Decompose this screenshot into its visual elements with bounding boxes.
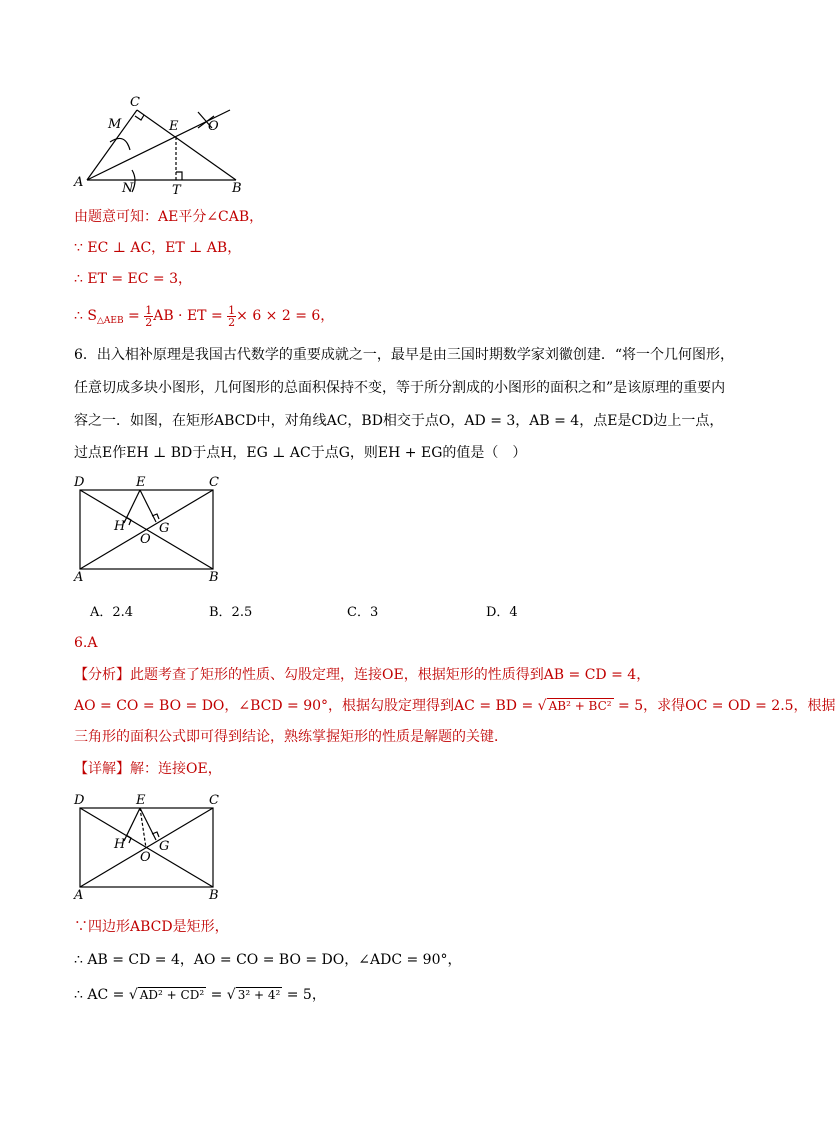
solution-line-2: ∵ EC ⊥ AC，ET ⊥ AB， [74, 240, 242, 256]
analysis-line-2: AO = CO = BO = DO，∠BCD = 90°，根据勾股定理得到AC = BD = √ AB² + BC² = 5，求得OC = OD = 2.5，根据 [74, 698, 836, 714]
analysis-sqrt: AB² + BC² [548, 699, 612, 713]
analysis-line-1 [74, 665, 650, 685]
proof-sqrt-2: 3² + 4² [237, 988, 281, 1002]
proof-line-1: ∵四边形ABCD是矩形， [74, 919, 229, 935]
option-d[interactable]: D．4 [486, 605, 518, 620]
sol-label-G: G [159, 839, 170, 854]
proof-sqrt-1: AD² + CD² [139, 988, 205, 1002]
fraction-half-1: $\frac{1}{2}$ [145, 303, 153, 329]
analysis-text-2a: AO = CO = BO = DO，∠BCD = 90°，根据勾股定理得到AC = BD = [74, 698, 538, 714]
option-a[interactable]: A．2.4 [90, 605, 134, 620]
question-line-2: 任意切成多块小图形，几何图形的总面积保持不变，等于所分割成的小图形的面积之和”是该原理的重要内 [74, 380, 726, 396]
solution-line-1: 由题意可知：AE平分∠CAB， [74, 209, 264, 225]
label-M: M [108, 117, 122, 132]
question-line-3: 容之一．如图，在矩形ABCD中，对角线AC，BD相交于点O，AD = 3，AB = 4，点E是CD边上一点， [74, 413, 724, 429]
question-line-1: 6．出入相补原理是我国古代数学的重要成就之一，最早是由三国时期数学家刘徽创建．“将一个几何图形， [74, 347, 735, 363]
rectangle-figure-solution [68, 790, 228, 905]
sol-label-A: A [74, 888, 84, 903]
rect-label-G: G [159, 521, 170, 536]
analysis-line-3: 三角形的面积公式即可得到结论，熟练掌握矩形的性质是解题的关键． [74, 729, 508, 745]
detail-line [74, 759, 222, 779]
sol-label-E: E [136, 793, 146, 808]
answer-label: 6.A [74, 635, 98, 651]
proof-line-2: ∴ AB = CD = 4，AO = CO = BO = DO，∠ADC = 90°， [74, 952, 462, 968]
solution-line-4 [74, 300, 334, 337]
rect-label-B: B [209, 570, 219, 585]
equals-sign: = [123, 308, 145, 324]
rect-label-A: A [74, 570, 84, 585]
area-expr-2: × 6 × 2 = 6， [236, 308, 335, 324]
sol-label-D: D [74, 793, 85, 808]
question-line-4: 过点E作EH ⊥ BD于点H，EG ⊥ AC于点G，则EH + EG的值是（ ） [74, 445, 527, 461]
detail-tag: 【详解】 [74, 761, 130, 777]
proof-line-3: ∴ AC = √ AD² + CD² = √ 3² + 4² = 5， [74, 987, 326, 1003]
rect-label-D: D [74, 475, 85, 490]
area-subscript: △AEB [96, 316, 124, 326]
rect-label-E: E [136, 475, 146, 490]
label-O: O [208, 119, 219, 134]
label-E: E [169, 119, 179, 134]
label-N: N [122, 181, 134, 196]
analysis-text-2b: = 5，求得OC = OD = 2.5，根据 [613, 698, 836, 714]
label-T: T [172, 183, 181, 198]
fraction-half-2: $\frac{1}{2}$ [228, 303, 236, 329]
area-expr-1: AB · ET = [153, 308, 228, 324]
sol-label-O: O [140, 850, 151, 865]
triangle-figure [70, 92, 270, 200]
label-B: B [232, 181, 242, 196]
sol-label-H: H [114, 837, 126, 852]
area-prefix: ∴ S [74, 308, 97, 324]
sol-label-B: B [209, 888, 219, 903]
label-C: C [130, 95, 140, 110]
rectangle-figure [68, 472, 228, 587]
option-b[interactable]: B．2.5 [209, 605, 253, 620]
label-A: A [74, 175, 84, 190]
rect-label-C: C [209, 475, 219, 490]
proof-text-3b: = 5， [282, 987, 326, 1003]
proof-text-3a: ∴ AC = [74, 987, 129, 1003]
analysis-text-1: 此题考查了矩形的性质、勾股定理，连接OE，根据矩形的性质得到AB = CD = 4， [130, 667, 651, 683]
analysis-tag: 【分析】 [74, 667, 130, 683]
solution-line-3: ∴ ET = EC = 3， [74, 271, 193, 287]
rect-label-H: H [114, 519, 126, 534]
option-c[interactable]: C．3 [347, 605, 379, 620]
sol-label-C: C [209, 793, 219, 808]
rect-label-O: O [140, 532, 151, 547]
detail-text: 解：连接OE， [130, 761, 222, 777]
proof-eq: = [206, 987, 227, 1003]
